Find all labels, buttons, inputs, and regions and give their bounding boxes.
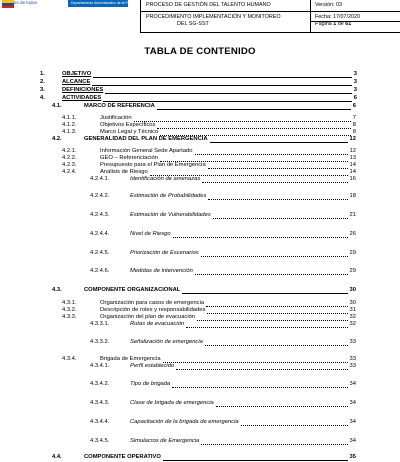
process-title: PROCESO DE GESTIÓN DEL TALENTO HUMANO	[146, 2, 271, 8]
toc-entry-number: 4.2.4.6.	[90, 268, 110, 274]
toc-entry-page: 6	[352, 103, 356, 109]
toc-entry-label: Marco Legal y Técnico	[100, 129, 159, 135]
toc-leader	[201, 444, 347, 445]
toc-entry-page: 3	[353, 87, 357, 93]
toc-entry-number: 4.3.2.	[62, 307, 77, 313]
toc-entry-label: Medidas de intervención	[130, 268, 193, 274]
toc-entry-number: 4.3.4.2.	[90, 381, 110, 387]
procedure-title-line2: DEL SG-SST	[177, 21, 209, 27]
toc-entry-label: Señalización de emergencia	[130, 339, 203, 345]
toc-entry-number: 4.4.	[52, 454, 62, 460]
toc-entry-page: 8	[352, 122, 356, 128]
toc-entry-number: 4.3.4.5.	[90, 438, 110, 444]
toc-entry-page: 8	[352, 129, 356, 135]
toc-entry-label: Estimación de Vulnerabilidades	[130, 212, 211, 218]
toc-entry-number: 4.3.4.4.	[90, 419, 110, 425]
toc-entry-label: DEFINICIONES	[62, 87, 104, 93]
toc-entry[interactable]	[90, 437, 356, 446]
toc-entry-label: COMPONENTE OPERATIVO	[84, 454, 161, 460]
toc-leader	[213, 218, 348, 219]
toc-entry-page: 30	[349, 300, 356, 306]
toc-entry[interactable]	[52, 135, 356, 144]
toc-entry-number: 4.3.4.	[62, 356, 77, 362]
toc-entry-page: 16	[349, 176, 356, 182]
toc-entry-number: 2.	[40, 79, 45, 85]
toc-entry-page: 34	[349, 400, 356, 406]
toc-entry-label: GENERALIDAD DEL PLAN DE EMERGENCIA	[84, 136, 208, 142]
toc-leader	[208, 199, 347, 200]
header-divider	[310, 0, 311, 33]
toc-entry-number: 4.2.4.1.	[90, 176, 110, 182]
toc-entry[interactable]	[90, 267, 356, 276]
toc-entry-label: OBJETIVO	[62, 71, 92, 77]
toc-entry-page: 13	[349, 155, 356, 161]
toc-entry-label: Objetivos Específicos	[100, 122, 156, 128]
toc-entry-page: 3	[353, 71, 357, 77]
toc-entry-number: 3.	[40, 87, 45, 93]
toc-leader	[173, 237, 348, 238]
toc-entry-page: 6	[353, 95, 357, 101]
toc-entry-page: 12	[349, 136, 356, 142]
header-divider	[140, 0, 141, 33]
page-title: TABLA DE CONTENIDO	[144, 46, 256, 57]
toc-leader	[182, 293, 347, 294]
toc-entry-number: 4.3.1.	[62, 300, 77, 306]
toc-entry-label: Organización para casos de emergencia	[100, 300, 205, 306]
toc-entry-number: 4.3.4.3.	[90, 400, 110, 406]
toc-entry-label: Tipo de brigada	[130, 381, 171, 387]
toc-entry[interactable]	[90, 192, 356, 201]
toc-entry-number: 4.1.1.	[62, 115, 77, 121]
toc-entry-label: Análisis de Riesgo	[100, 169, 148, 175]
toc-entry-page: 18	[349, 193, 356, 199]
toc-entry-page: 30	[349, 287, 356, 293]
toc-entry[interactable]	[52, 286, 356, 295]
toc-entry-number: 4.3.3.2.	[90, 339, 110, 345]
toc-entry-number: 4.1.2.	[62, 122, 77, 128]
toc-entry-page: 33	[349, 339, 356, 345]
toc-entry[interactable]	[90, 211, 356, 220]
toc-leader	[205, 345, 348, 346]
toc-entry-page: 31	[349, 307, 356, 313]
document-header	[0, 0, 400, 33]
toc-entry-label: Organización del plan de evacuación	[100, 314, 196, 320]
toc-entry-number: 4.	[40, 95, 45, 101]
toc-entry[interactable]	[52, 102, 356, 111]
toc-entry-label: Simulacros de Emergencia	[130, 438, 200, 444]
toc-entry[interactable]	[90, 362, 356, 371]
logo-text: es de todos	[14, 0, 38, 5]
toc-leader	[210, 142, 348, 143]
toc-entry-page: 12	[349, 148, 356, 154]
toc-entry-label: Rutas de evacuación	[130, 321, 185, 327]
header-divider	[140, 32, 400, 33]
toc-entry[interactable]	[90, 399, 356, 408]
toc-entry-page: 29	[349, 250, 356, 256]
header-divider	[140, 11, 400, 12]
toc-entry-number: 4.2.2.	[62, 155, 77, 161]
toc-entry-number: 4.2.4.4.	[90, 231, 110, 237]
toc-leader	[202, 182, 347, 183]
toc-entry-number: 4.1.3.	[62, 129, 77, 135]
toc-leader	[163, 460, 348, 461]
procedure-title-line1: PROCEDIMIENTO IMPLEMENTACIÓN Y MONITOREO	[146, 14, 281, 20]
government-logo	[0, 0, 56, 8]
toc-entry-label: Capacitación de la brigada de emergencia	[130, 419, 239, 425]
toc-entry-page: 34	[349, 419, 356, 425]
toc-entry-label: Estimación de Probabilidades	[130, 193, 207, 199]
toc-entry-label: ACTIVIDADES	[62, 95, 102, 101]
toc-entry-label: GEO – Referenciación	[100, 155, 158, 161]
toc-entry-label: ALCANCE	[62, 79, 91, 85]
toc-entry-number: 4.2.3.	[62, 162, 77, 168]
toc-entry[interactable]	[90, 249, 356, 258]
toc-entry-page: 32	[349, 321, 356, 327]
page-indicator: Página 1 de 61	[315, 21, 352, 27]
toc-entry-page: 29	[349, 268, 356, 274]
toc-entry-page: 14	[349, 162, 356, 168]
toc-entry-number: 4.1.	[52, 103, 62, 109]
toc-entry-number: 4.3.	[52, 287, 62, 293]
toc-entry-page: 34	[349, 438, 356, 444]
toc-entry-page: 3	[353, 79, 357, 85]
toc-leader	[216, 406, 348, 407]
toc-entry-page: 26	[349, 231, 356, 237]
toc-entry-number: 4.2.4.2.	[90, 193, 110, 199]
toc-entry-number: 4.3.3.	[62, 314, 77, 320]
toc-entry[interactable]	[90, 380, 356, 389]
toc-entry-number: 4.2.4.	[62, 169, 77, 175]
version-label: Versión: 03	[315, 2, 342, 8]
toc-leader	[201, 256, 348, 257]
toc-entry[interactable]	[90, 320, 356, 329]
toc-entry-label: Priorización de Escenarios	[130, 250, 199, 256]
date-label: Fecha: 17/07/2020	[315, 14, 360, 20]
toc-entry-label: Identificación de amenazas	[130, 176, 201, 182]
toc-entry-number: 4.2.	[52, 136, 62, 142]
toc-leader	[241, 425, 348, 426]
toc-entry-number: 4.2.4.5.	[90, 250, 110, 256]
toc-entry-number: 4.3.4.1.	[90, 363, 110, 369]
toc-entry-number: 4.3.3.1.	[90, 321, 110, 327]
toc-leader	[195, 274, 348, 275]
toc-entry-label: Información General Sede Apartado	[100, 148, 193, 154]
toc-entry[interactable]	[90, 175, 356, 184]
toc-entry[interactable]	[52, 453, 356, 462]
toc-entry-label: Descripción de roles y responsabilidades	[100, 307, 206, 313]
toc-entry-label: Nivel de Riesgo	[130, 231, 171, 237]
toc-leader	[176, 369, 347, 370]
toc-entry-label: Justificación	[100, 115, 132, 121]
toc-leader	[157, 109, 351, 110]
toc-entry[interactable]	[90, 230, 356, 239]
toc-entry-label: MARCO DE REFERENCIA	[84, 103, 155, 109]
toc-entry-label: Presupuesto para el Plan de Emergencia	[100, 162, 206, 168]
toc-entry-page: 21	[349, 212, 356, 218]
toc-entry-number: 1.	[40, 71, 45, 77]
toc-entry-page: 7	[352, 115, 356, 121]
toc-entry-page: 32	[349, 314, 356, 320]
toc-leader	[172, 387, 347, 388]
toc-entry-label: Clase de brigada de emergencia	[130, 400, 214, 406]
toc-entry[interactable]	[90, 338, 356, 347]
toc-entry-page: 33	[349, 356, 356, 362]
entity-logo: Departamento Administrativo de la Función Pública	[68, 0, 128, 7]
toc-entry-number: 4.2.4.3.	[90, 212, 110, 218]
toc-entry-page: 14	[349, 169, 356, 175]
toc-entry[interactable]	[90, 418, 356, 427]
toc-entry-label: Perfil establecido	[130, 363, 175, 369]
toc-entry-page: 35	[349, 454, 356, 460]
toc-entry-page: 33	[349, 363, 356, 369]
toc-entry-page: 34	[349, 381, 356, 387]
toc-entry-label: COMPONENTE ORGANIZACIONAL	[84, 287, 181, 293]
toc-leader	[186, 327, 347, 328]
toc-entry-label: Brigada de Emergencia	[100, 356, 161, 362]
toc-entry-number: 4.2.1.	[62, 148, 77, 154]
